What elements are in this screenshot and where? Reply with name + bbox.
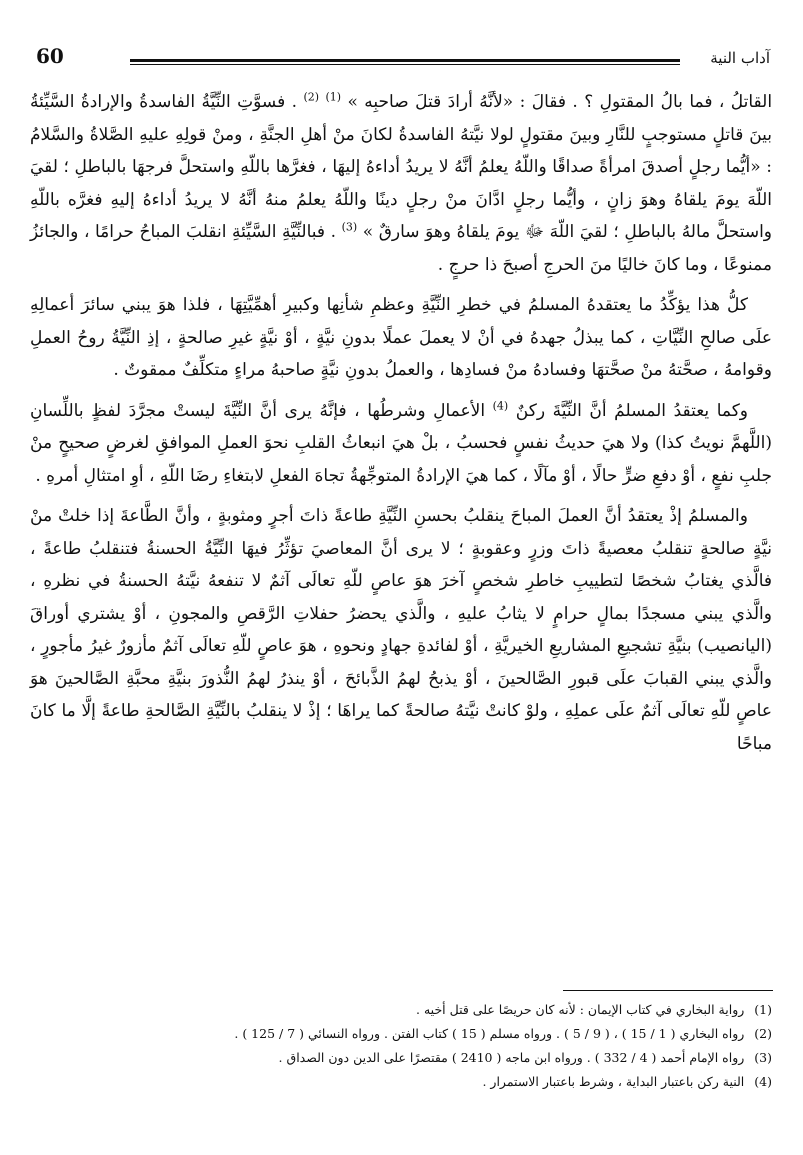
footnote-ref-3: (3) [341, 220, 358, 234]
paragraph-2: كلُّ هذا يؤكِّدُ ما يعتقدهُ المسلمُ في خطرِ النِّيَّةِ وعظمِ شأنِها وكبيرِ أهمِّيَّتِهَا ، فلذا هوَ يبني سائرَ أعمالِهِ علَى صالحِ النِّيَّاتِ ، كما يبذلُ جهدهُ في أنْ لا يعملَ عملًا بدونِ نيَّةٍ ، أوْ نيَّةٍ غيرِ صالحةٍ ، إذِ النِّيَّةُ روحُ العملِ وقوامهُ ، صحَّتهُ منْ صحَّتهَا وفسادهُ منْ فسادِها ، والعملُ بدونِ نيَّةٍ صاحبهُ مراءٍ متكلِّفٌ ممقوتٌ . [30, 295, 772, 380]
paragraph-3-start: وكما يعتقدُ المسلمُ أنَّ النِّيَّةَ ركنٌ [515, 400, 749, 421]
footnote-text: رواه البخاري ( 1 / 15 ) ، ( 9 / 5 ) . ورواه مسلم ( 15 ) كتاب الفتن . ورواه النسائي ( 7 / 125 ) . [234, 1026, 745, 1041]
footnote-text: رواية البخاري في كتاب الإيمان : لأنه كان حريصًا على قتل أخيه . [416, 1002, 745, 1017]
paragraph-4: والمسلمُ إذْ يعتقدُ أنَّ العملَ المباحَ ينقلبُ بحسنِ النِّيَّةِ طاعةً ذاتَ أجرٍ ومثوبةٍ ، وأنَّ الطَّاعةَ إذا خلتْ منْ نيَّةٍ صالحةٍ تنقلبُ معصيةً ذاتَ وزرٍ وعقوبةٍ ؛ لا يرى أنَّ المعاصيَ تؤثِّرُ فيهَا النِّيَّةُ الحسنةُ فتنقلبُ طاعةً ، فالَّذي يغتابُ شخصًا لتطييبِ خاطرِ شخصٍ آخرَ هوَ عاصٍ للّهِ تعالَى آثمٌ لا تنفعهُ نيَّتهُ الحسنةُ في نظرهِ ، والَّذي يبني مسجدًا بمالٍ حرامٍ لا يثابُ عليهِ ، والَّذي يحضرُ حفلاتِ الرَّقصِ والمجونِ ، أوْ يشتري أوراقَ (اليانصيب) بنيَّةِ تشجيعِ المشاريعِ الخيريَّةِ ، أوْ لفائدةِ جهادٍ ونحوهِ ، هوَ عاصٍ للّهِ تعالَى آثمٌ مأزورٌ غيرُ مأجورٍ ، والَّذي يبني القبابَ علَى قبورِ الصَّالحينَ ، أوْ يذبحُ لهمُ الذَّبائحَ ، أوْ ينذرُ لهمُ النُّذورَ بنيَّةِ محبَّةِ الصَّالحينَ هوَ عاصٍ للّهِ تعالَى آثمٌ علَى عملِهِ ، ولوْ كانتْ نيَّتهُ صالحةً كما يراهَا ؛ إذْ لا ينقلبُ بالنِّيَّةِ الصَّالحةِ طاعةً إلَّا ما كانَ مباحًا [30, 506, 772, 754]
page-header [30, 44, 770, 76]
header-rule [130, 59, 680, 65]
footnote-number: (3) [754, 1050, 772, 1065]
paragraph-1-continued: . فسوَّتِ النِّيَّةُ الفاسدةُ والإرادةُ السَّيِّئةُ بينَ قاتلٍ مستوجبٍ للنَّارِ وبينَ مقتولٍ لولا نيَّتهُ الفاسدةُ لكانَ منْ أهلِ الجنَّةِ ، ومنْ قولِهِ عليهِ الصَّلاةُ والسَّلامُ : «أيُّما رجلٍ أصدقَ امرأةً صداقًا واللّهُ يعلمُ أنَّهُ لا يريدُ أداءهُ إليهَا ، فغرَّها باللّهِ واستحلَّ فرجهَا بالباطلِ ؛ لقيَ اللّهَ يومَ يلقاهُ وهوَ زانٍ ، وأيُّما رجلٍ ادَّانَ منْ رجلٍ دينًا واللّهُ يعلمُ منهُ أنَّهُ لا يريدُ أداءهُ إليهِ فغرَّه باللّهِ واستحلَّ مالهُ بالباطلِ ؛ لقيَ اللّهَ ﷻ يومَ يلقاهُ وهوَ سارقٌ » [30, 92, 773, 242]
footnote [30, 1070, 772, 1094]
footnote-ref-1: (1) [325, 90, 342, 104]
paragraph-1 [30, 86, 772, 281]
paragraph-1-text: القاتلُ ، فما بالُ المقتولِ ؟ . فقالَ : «لأنَّهُ أرادَ قتلَ صاحبِه » [347, 92, 773, 112]
footnote-ref-4: (4) [492, 398, 509, 412]
footnote-rule [563, 990, 773, 991]
footnote-number: (2) [754, 1026, 772, 1041]
footnote [30, 1022, 772, 1046]
footnote-text: النية ركن باعتبار البداية ، وشرط باعتبار الاستمرار . [482, 1074, 745, 1089]
paragraph-3 [30, 395, 772, 493]
running-title: آداب النية [710, 49, 770, 67]
footnotes [30, 998, 772, 1094]
footnote-text: رواه الإمام أحمد ( 4 / 332 ) . ورواه ابن ماجه ( 2410 ) مقتصرًا على الدين دون الصداق . [278, 1050, 745, 1065]
page-number: 60 [36, 44, 64, 68]
paragraph-1-end: . فبالنِّيَّةِ السَّيِّئةِ انقلبَ المباحُ حرامًا ، والجائزُ ممنوعًا ، وما كانَ خاليًا منَ الحرجِ أصبحَ ذا حرجٍ . [30, 222, 772, 275]
footnote [30, 998, 772, 1022]
footnote-ref-2: (2) [303, 90, 320, 104]
paragraph-3-continued: الأعمالِ وشرطُها ، فإنَّهُ يرى أنَّ النِّيَّةَ ليستْ مجرَّدَ لفظٍ باللِّسانِ (اللَّهمَّ نويتُ كذا) ولا هيَ حديثُ نفسٍ فحسبُ ، بلْ هيَ انبعاثُ القلبِ نحوَ العملِ الموافقِ لغرضٍ صحيحٍ منْ جلبِ نفعٍ ، أوْ دفعِ ضرٍّ حالًا ، أوْ مآلًا ، كما هيَ الإرادةُ المتوجِّهةُ تجاهَ الفعلِ لابتغاءِ رضَا اللّهِ ، أوِ امتثالِ أمرهِ . [30, 400, 772, 486]
footnote-number: (1) [754, 1002, 772, 1017]
footnote-number: (4) [754, 1074, 772, 1089]
footnote [30, 1046, 772, 1070]
main-text [30, 86, 772, 760]
